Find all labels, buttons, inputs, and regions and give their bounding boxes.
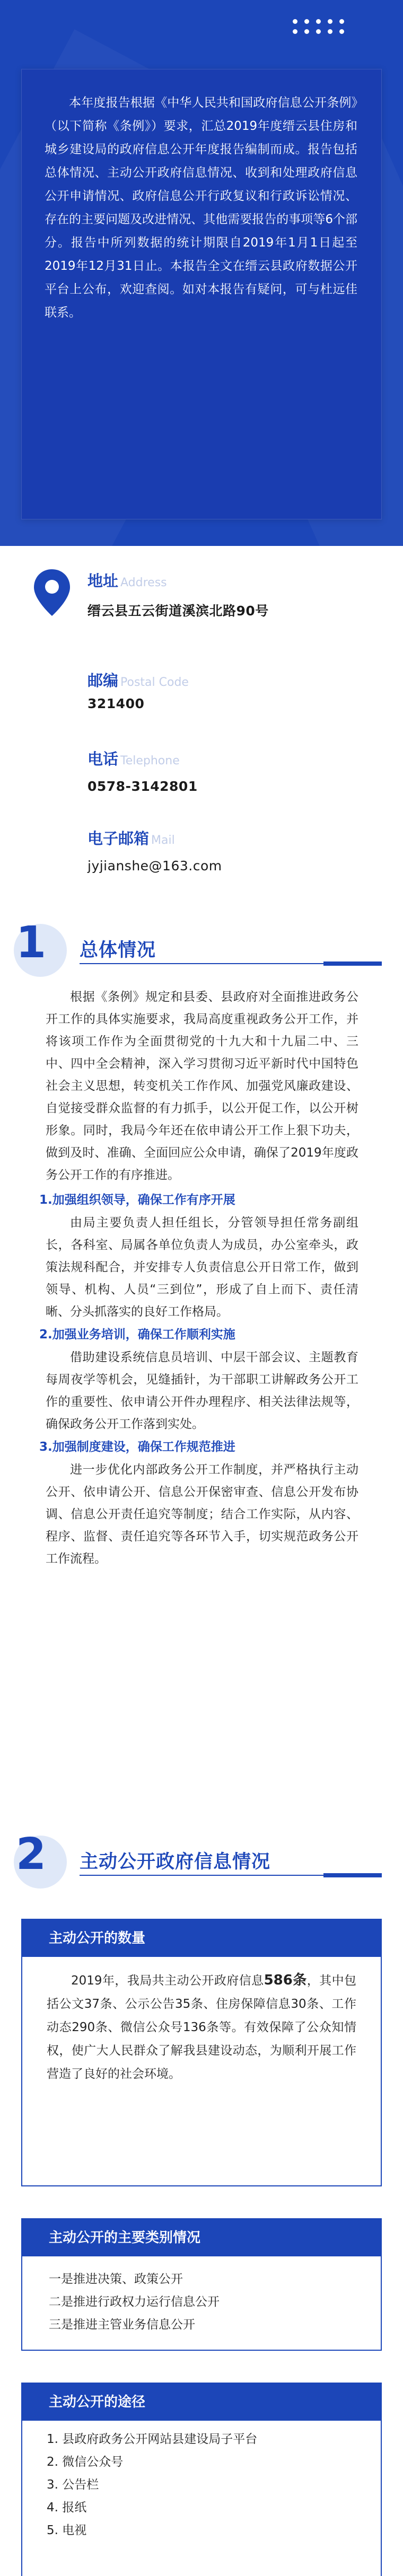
section2-header <box>0 1826 403 1895</box>
publish-count-box <box>21 1919 382 2186</box>
publish-category-title: 主动公开的主要类别情况 <box>22 2219 381 2256</box>
phone-label: 电话 <box>87 750 119 768</box>
section1-sub2-text: 借助建设系统信息员培训、中层干部会议、主题教育每周夜学等机会，见缝插针，为干部职工讲解政务公开工作的重要性、依申请公开件办理程序、相关法律法规等，确保政务公开工作落到实处。 <box>46 1351 358 1431</box>
address-label: 地址 <box>87 572 119 590</box>
section1-title: 总体情况 <box>80 940 156 961</box>
intro-text: 本年度报告根据《中华人民共和国政府信息公开条例》（以下简称《条例》）要求，汇总2019年度缙云县住房和城乡建设局的政府信息公开年度报告编制而成。报告包括总体情况、主动公开政府信息情况、收到和处理政府信息公开申请情况、政府信息公开行政复议和行政诉讼情况、存在的主要问题及改进情况、其他需要报告的事项等6个部分。报告中所列数据的统计期限自2019年1月1日起至2019年12月31日止。本报告全文在缙云县政府数据公开平台上公布，欢迎查阅。如对本报告有疑问，可与杜远佳联系。 <box>45 96 357 320</box>
section1-sub1-title: 1.加强组织领导，确保工作有序开展 <box>39 1193 235 1207</box>
address-value: 缙云县五云街道溪滨北路90号 <box>87 603 269 619</box>
publish-channel-title: 主动公开的途径 <box>22 2384 381 2421</box>
section2-title: 主动公开政府信息情况 <box>80 1851 271 1873</box>
category-item: 二是推进行政权力运行信息公开 <box>49 2295 220 2309</box>
email-label-en: Mail <box>151 834 175 847</box>
section1-number: 1 <box>16 918 47 968</box>
section-divider <box>80 963 382 964</box>
publish-count-number: 586条 <box>264 1972 307 1988</box>
decorative-dots-icon <box>293 19 345 34</box>
publish-count-text <box>47 1969 356 2086</box>
section1-sub1-text: 由局主要负责人担任组长，分管领导担任常务副组长，各科室、局属各单位负责人为成员，办公室牵头，政策法规科配合，并安排专人负责信息公开日常工作，做到领导、机构、人员“三到位”，形成了自上而下、责任清晰、分头抓落实的良好工作格局。 <box>46 1216 358 1319</box>
channel-item: 4. 报纸 <box>47 2501 87 2515</box>
section1-sub3-title: 3.加强制度建设，确保工作规范推进 <box>39 1440 235 1454</box>
category-item: 一是推进决策、政策公开 <box>49 2272 183 2286</box>
channel-item: 2. 微信公众号 <box>47 2455 124 2469</box>
section2-number: 2 <box>16 1829 47 1880</box>
channel-item: 3. 公告栏 <box>47 2478 99 2492</box>
section1-body <box>39 986 358 1570</box>
category-item: 三是推进主管业务信息公开 <box>49 2318 195 2332</box>
phone-label-en: Telephone <box>120 754 180 767</box>
publish-count-title: 主动公开的数量 <box>22 1920 381 1957</box>
address-label-en: Address <box>120 576 167 589</box>
contact-section <box>0 546 403 912</box>
section1-header <box>0 914 403 983</box>
publish-count-text-b: ，其中包括公文37条、公示公告35条、住房保障信息30条、工作动态290条、微信公众号136条等。有效保障了公众知情权，使广大人民群众了解我县建设动态，为顺利开展工作营造了良好的社会环境。 <box>47 1974 356 2081</box>
publish-channel-box <box>21 2383 382 2576</box>
section1-sub3-text: 进一步优化内部政务公开工作制度，并严格执行主动公开、依申请公开、信息公开保密审查、信息公开发布协调、信息公开责任追究等制度；结合工作实际，从内容、程序、监督、责任追究等各环节入手，切实规范政务公开工作流程。 <box>46 1463 358 1566</box>
email-block <box>87 827 222 874</box>
section1-sub2-title: 2.加强业务培训，确保工作顺利实施 <box>39 1328 235 1342</box>
section-divider <box>80 1875 382 1876</box>
section1-intro: 根据《条例》规定和县委、县政府对全面推进政务公开工作的具体实施要求，我局高度重视政务公开工作，并将该项工作作为全面贯彻党的十九大和十九届二中、三中、四中全会精神，深入学习贯彻习近平新时代中国特色社会主义思想，转变机关工作作风、加强党风廉政建设、自觉接受群众监督的有力抓手，以公开促工作，以公开树形象。同时，我局今年还在依申请公开工作上狠下功夫，做到及时、准确、全面回应公众申请，确保了2019年度政务公开工作的有序推进。 <box>46 990 358 1182</box>
postcode-label: 邮编 <box>87 672 119 690</box>
postcode-value: 321400 <box>87 696 145 711</box>
address-block <box>87 569 269 620</box>
phone-value[interactable]: 0578-3142801 <box>87 779 198 794</box>
email-value[interactable]: jyjianshe@163.com <box>87 858 222 874</box>
postcode-label-en: Postal Code <box>120 676 189 689</box>
publish-count-text-a: 2019年，我局共主动公开政府信息 <box>71 1974 264 1988</box>
postcode-block <box>87 669 189 711</box>
channel-item: 5. 电视 <box>47 2524 87 2537</box>
location-pin-icon <box>31 567 73 618</box>
channel-item: 1. 县政府政务公开网站县建设局子平台 <box>47 2432 258 2446</box>
publish-category-box <box>21 2218 382 2351</box>
phone-block <box>87 747 198 794</box>
email-label: 电子邮箱 <box>87 830 150 848</box>
